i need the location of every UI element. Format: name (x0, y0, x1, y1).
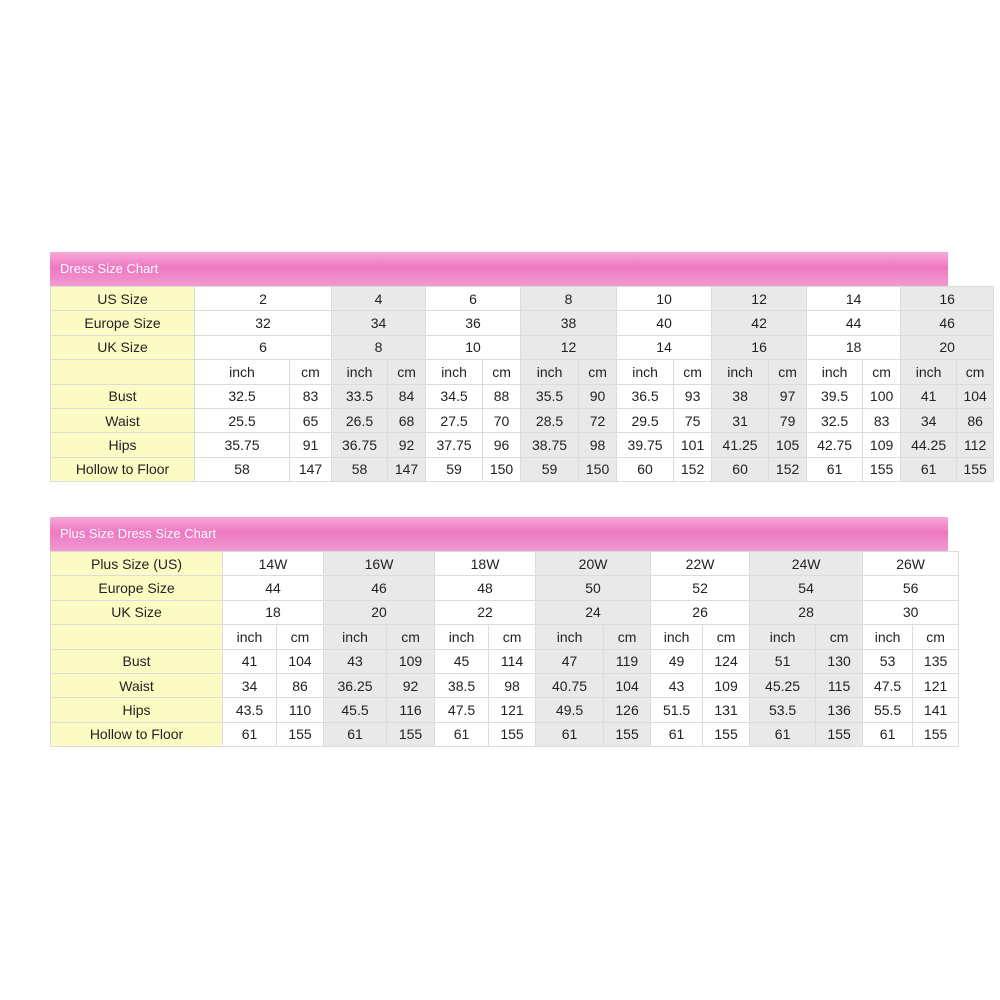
size-row (51, 576, 959, 600)
measure-cell: 119 (604, 649, 651, 673)
measure-cell: 150 (579, 457, 617, 481)
measure-cell: 112 (957, 433, 994, 457)
measure-cell: 39.75 (617, 433, 674, 457)
unit-cell: inch (426, 360, 483, 384)
measure-cell: 72 (579, 408, 617, 432)
measure-cell: 114 (489, 649, 536, 673)
unit-cell: inch (536, 625, 604, 649)
measure-cell: 35.5 (521, 384, 579, 408)
measure-cell: 47.5 (863, 673, 913, 697)
size-cell: 10 (426, 335, 521, 359)
measure-cell: 98 (489, 673, 536, 697)
measure-cell: 83 (290, 384, 332, 408)
size-cell: 22 (435, 600, 536, 624)
size-cell: 6 (195, 335, 332, 359)
size-cell: 12 (712, 287, 807, 311)
row-label: Bust (51, 649, 223, 673)
unit-cell: inch (521, 360, 579, 384)
measure-cell: 36.25 (324, 673, 387, 697)
measure-cell: 110 (277, 698, 324, 722)
measure-cell: 75 (674, 408, 712, 432)
measure-cell: 49.5 (536, 698, 604, 722)
size-cell: 50 (536, 576, 651, 600)
measure-cell: 37.75 (426, 433, 483, 457)
measure-cell: 155 (604, 722, 651, 746)
measure-row (51, 698, 959, 722)
measure-cell: 84 (388, 384, 426, 408)
measure-cell: 39.5 (807, 384, 863, 408)
measure-row (51, 408, 994, 432)
measure-cell: 41 (223, 649, 277, 673)
unit-cell: cm (277, 625, 324, 649)
size-cell: 16 (901, 287, 994, 311)
measure-cell: 49 (651, 649, 703, 673)
measure-cell: 109 (703, 673, 750, 697)
row-label: UK Size (51, 335, 195, 359)
size-cell: 38 (521, 311, 617, 335)
measure-cell: 33.5 (332, 384, 388, 408)
size-cell: 54 (750, 576, 863, 600)
size-cell: 10 (617, 287, 712, 311)
measure-cell: 104 (957, 384, 994, 408)
size-row (51, 552, 959, 576)
size-cell: 18 (223, 600, 324, 624)
measure-cell: 152 (674, 457, 712, 481)
measure-row (51, 722, 959, 746)
measure-cell: 155 (387, 722, 435, 746)
measure-cell: 28.5 (521, 408, 579, 432)
unit-cell: cm (703, 625, 750, 649)
measure-cell: 104 (604, 673, 651, 697)
measure-cell: 38 (712, 384, 769, 408)
measure-cell: 155 (863, 457, 901, 481)
measure-cell: 155 (703, 722, 750, 746)
measure-cell: 61 (536, 722, 604, 746)
size-cell: 4 (332, 287, 426, 311)
unit-cell: cm (769, 360, 807, 384)
measure-cell: 91 (290, 433, 332, 457)
size-cell: 22W (651, 552, 750, 576)
measure-cell: 155 (489, 722, 536, 746)
measure-cell: 53 (863, 649, 913, 673)
measure-cell: 155 (957, 457, 994, 481)
size-cell: 44 (223, 576, 324, 600)
unit-cell: inch (617, 360, 674, 384)
measure-cell: 38.5 (435, 673, 489, 697)
measure-cell: 47 (536, 649, 604, 673)
size-cell: 24W (750, 552, 863, 576)
row-label: Europe Size (51, 576, 223, 600)
measure-cell: 116 (387, 698, 435, 722)
measure-cell: 126 (604, 698, 651, 722)
measure-cell: 115 (816, 673, 863, 697)
unit-cell: cm (816, 625, 863, 649)
measure-cell: 98 (579, 433, 617, 457)
size-cell: 20W (536, 552, 651, 576)
measure-cell: 131 (703, 698, 750, 722)
measure-cell: 124 (703, 649, 750, 673)
row-label: Waist (51, 673, 223, 697)
measure-cell: 135 (913, 649, 959, 673)
chart-title: Plus Size Dress Size Chart (50, 517, 948, 551)
row-label: Hips (51, 433, 195, 457)
dress-size-chart (50, 252, 987, 482)
row-label: US Size (51, 287, 195, 311)
unit-cell: cm (388, 360, 426, 384)
measure-cell: 51 (750, 649, 816, 673)
measure-cell: 26.5 (332, 408, 388, 432)
measure-cell: 86 (277, 673, 324, 697)
measure-cell: 61 (750, 722, 816, 746)
measure-cell: 150 (483, 457, 521, 481)
measure-cell: 60 (712, 457, 769, 481)
unit-cell: inch (863, 625, 913, 649)
size-cell: 32 (195, 311, 332, 335)
size-cell: 44 (807, 311, 901, 335)
unit-cell: cm (387, 625, 435, 649)
measure-cell: 88 (483, 384, 521, 408)
measure-cell: 45 (435, 649, 489, 673)
measure-cell: 38.75 (521, 433, 579, 457)
row-label: Bust (51, 384, 195, 408)
row-label: Europe Size (51, 311, 195, 335)
measure-cell: 152 (769, 457, 807, 481)
size-cell: 14 (807, 287, 901, 311)
size-cell: 16 (712, 335, 807, 359)
size-cell: 6 (426, 287, 521, 311)
measure-cell: 58 (195, 457, 290, 481)
measure-cell: 155 (913, 722, 959, 746)
unit-cell: cm (489, 625, 536, 649)
row-label: UK Size (51, 600, 223, 624)
row-label: Waist (51, 408, 195, 432)
size-cell: 8 (332, 335, 426, 359)
measure-cell: 100 (863, 384, 901, 408)
measure-row (51, 649, 959, 673)
measure-cell: 34 (223, 673, 277, 697)
measure-cell: 105 (769, 433, 807, 457)
measure-row (51, 384, 994, 408)
measure-cell: 130 (816, 649, 863, 673)
measure-cell: 136 (816, 698, 863, 722)
measure-cell: 59 (426, 457, 483, 481)
size-cell: 14 (617, 335, 712, 359)
measure-cell: 104 (277, 649, 324, 673)
measure-cell: 92 (387, 673, 435, 697)
measure-cell: 90 (579, 384, 617, 408)
measure-cell: 34.5 (426, 384, 483, 408)
measure-cell: 61 (435, 722, 489, 746)
measure-cell: 43 (324, 649, 387, 673)
unit-cell: inch (712, 360, 769, 384)
measure-cell: 147 (388, 457, 426, 481)
measure-cell: 96 (483, 433, 521, 457)
size-cell: 36 (426, 311, 521, 335)
unit-cell: cm (483, 360, 521, 384)
measure-cell: 42.75 (807, 433, 863, 457)
unit-cell: inch (807, 360, 863, 384)
size-cell: 14W (223, 552, 324, 576)
size-cell: 26 (651, 600, 750, 624)
size-cell: 18W (435, 552, 536, 576)
size-table (50, 551, 959, 747)
measure-cell: 53.5 (750, 698, 816, 722)
unit-cell: inch (651, 625, 703, 649)
measure-cell: 65 (290, 408, 332, 432)
measure-cell: 32.5 (807, 408, 863, 432)
unit-cell: cm (913, 625, 959, 649)
measure-cell: 40.75 (536, 673, 604, 697)
unit-cell: cm (604, 625, 651, 649)
unit-cell: inch (195, 360, 290, 384)
measure-cell: 51.5 (651, 698, 703, 722)
measure-cell: 27.5 (426, 408, 483, 432)
unit-cell: inch (324, 625, 387, 649)
measure-cell: 43.5 (223, 698, 277, 722)
measure-cell: 61 (863, 722, 913, 746)
measure-cell: 34 (901, 408, 957, 432)
measure-cell: 36.75 (332, 433, 388, 457)
measure-cell: 79 (769, 408, 807, 432)
measure-cell: 155 (277, 722, 324, 746)
size-cell: 20 (901, 335, 994, 359)
measure-row (51, 457, 994, 481)
measure-cell: 147 (290, 457, 332, 481)
measure-cell: 61 (651, 722, 703, 746)
measure-cell: 58 (332, 457, 388, 481)
unit-cell: cm (957, 360, 994, 384)
measure-cell: 61 (901, 457, 957, 481)
row-label-empty (51, 625, 223, 649)
measure-cell: 101 (674, 433, 712, 457)
unit-cell: inch (435, 625, 489, 649)
size-cell: 40 (617, 311, 712, 335)
measure-cell: 61 (807, 457, 863, 481)
size-cell: 28 (750, 600, 863, 624)
measure-cell: 47.5 (435, 698, 489, 722)
measure-cell: 61 (324, 722, 387, 746)
size-cell: 20 (324, 600, 435, 624)
unit-row (51, 625, 959, 649)
measure-cell: 92 (388, 433, 426, 457)
measure-cell: 93 (674, 384, 712, 408)
unit-cell: inch (750, 625, 816, 649)
size-row (51, 287, 994, 311)
chart-title: Dress Size Chart (50, 252, 948, 286)
unit-cell: cm (579, 360, 617, 384)
row-label: Hollow to Floor (51, 457, 195, 481)
unit-cell: cm (863, 360, 901, 384)
row-label: Hollow to Floor (51, 722, 223, 746)
measure-cell: 121 (913, 673, 959, 697)
row-label: Hips (51, 698, 223, 722)
measure-cell: 97 (769, 384, 807, 408)
measure-row (51, 673, 959, 697)
unit-cell: inch (223, 625, 277, 649)
size-cell: 16W (324, 552, 435, 576)
size-row (51, 311, 994, 335)
size-cell: 34 (332, 311, 426, 335)
size-row (51, 335, 994, 359)
measure-cell: 31 (712, 408, 769, 432)
row-label-empty (51, 360, 195, 384)
size-cell: 48 (435, 576, 536, 600)
measure-cell: 45.5 (324, 698, 387, 722)
unit-cell: inch (332, 360, 388, 384)
measure-cell: 70 (483, 408, 521, 432)
size-cell: 30 (863, 600, 959, 624)
measure-cell: 61 (223, 722, 277, 746)
measure-cell: 36.5 (617, 384, 674, 408)
measure-cell: 43 (651, 673, 703, 697)
measure-cell: 121 (489, 698, 536, 722)
measure-cell: 55.5 (863, 698, 913, 722)
measure-cell: 44.25 (901, 433, 957, 457)
measure-cell: 109 (387, 649, 435, 673)
measure-cell: 25.5 (195, 408, 290, 432)
measure-cell: 29.5 (617, 408, 674, 432)
measure-cell: 60 (617, 457, 674, 481)
measure-cell: 86 (957, 408, 994, 432)
size-cell: 2 (195, 287, 332, 311)
size-cell: 12 (521, 335, 617, 359)
measure-cell: 155 (816, 722, 863, 746)
size-cell: 26W (863, 552, 959, 576)
size-cell: 56 (863, 576, 959, 600)
size-cell: 24 (536, 600, 651, 624)
measure-cell: 32.5 (195, 384, 290, 408)
size-cell: 8 (521, 287, 617, 311)
measure-cell: 68 (388, 408, 426, 432)
measure-cell: 59 (521, 457, 579, 481)
measure-cell: 41 (901, 384, 957, 408)
unit-cell: cm (674, 360, 712, 384)
unit-cell: cm (290, 360, 332, 384)
measure-cell: 45.25 (750, 673, 816, 697)
measure-cell: 35.75 (195, 433, 290, 457)
size-cell: 52 (651, 576, 750, 600)
measure-cell: 141 (913, 698, 959, 722)
size-table (50, 286, 994, 482)
size-cell: 18 (807, 335, 901, 359)
measure-cell: 41.25 (712, 433, 769, 457)
row-label: Plus Size (US) (51, 552, 223, 576)
measure-row (51, 433, 994, 457)
size-cell: 46 (324, 576, 435, 600)
unit-row (51, 360, 994, 384)
size-cell: 42 (712, 311, 807, 335)
size-cell: 46 (901, 311, 994, 335)
size-row (51, 600, 959, 624)
plus-size-dress-size-chart (50, 517, 948, 747)
measure-cell: 109 (863, 433, 901, 457)
measure-cell: 83 (863, 408, 901, 432)
unit-cell: inch (901, 360, 957, 384)
